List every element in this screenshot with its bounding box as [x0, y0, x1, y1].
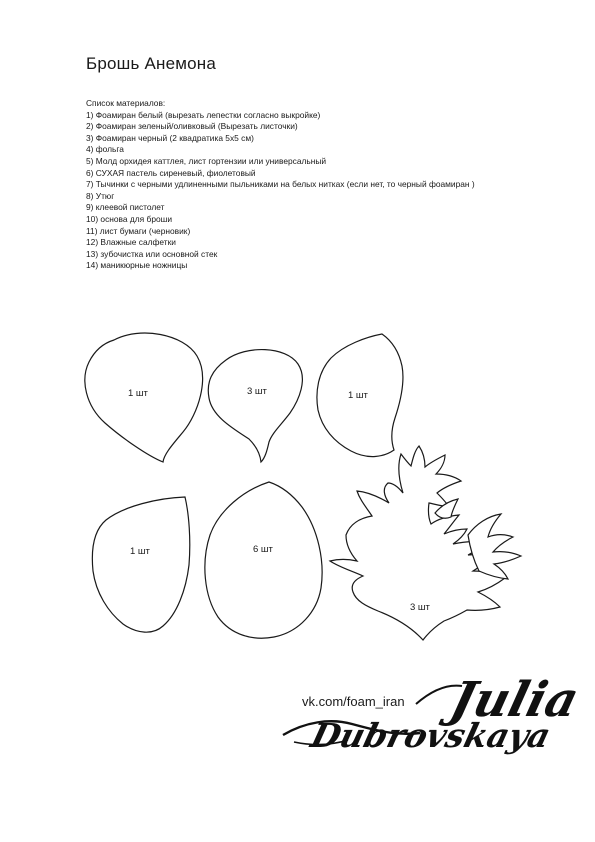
material-item: 7) Тычинки с черными удлиненными пыльниками на белых нитках (если нет, то черный фоамиран ): [86, 179, 475, 190]
signature-first-name: Julia: [445, 672, 585, 728]
petal-quantity-label: 1 шт: [128, 388, 148, 399]
material-item: 6) СУХАЯ пастель сиреневый, фиолетовый: [86, 167, 256, 178]
material-item: 12) Влажные салфетки: [86, 237, 176, 248]
petal-quantity-label: 1 шт: [130, 546, 150, 557]
petal-template-3: [317, 334, 403, 457]
petal-template-4: [92, 497, 189, 632]
signature-last-name: Dubrovskaya: [307, 716, 555, 755]
vk-link[interactable]: vk.com/foam_iran: [302, 694, 405, 709]
petal-quantity-label: 6 шт: [253, 544, 273, 555]
material-item: 8) Утюг: [86, 190, 115, 201]
material-item: 14) маникюрные ножницы: [86, 260, 188, 271]
materials-heading: Список материалов:: [86, 98, 166, 108]
petal-quantity-label: 3 шт: [247, 386, 267, 397]
material-item: 13) зубочистка или основной стек: [86, 248, 218, 259]
material-item: 5) Молд орхидея каттлея, лист гортензии или универсальный: [86, 155, 327, 166]
petal-quantity-label: 1 шт: [348, 390, 368, 401]
leaf-template: [330, 446, 521, 640]
material-item: 3) Фоамиран черный (2 квадратика 5х5 см): [86, 132, 254, 143]
leaf-quantity-label: 3 шт: [410, 602, 430, 613]
material-item: 10) основа для броши: [86, 213, 173, 224]
material-item: 4) фольга: [86, 144, 124, 155]
petal-template-5: [205, 482, 322, 638]
page-title: Брошь Анемона: [86, 54, 217, 73]
material-item: 11) лист бумаги (черновик): [86, 225, 191, 236]
petal-template-2: [208, 350, 302, 462]
material-item: 9) клеевой пистолет: [86, 202, 165, 213]
petal-template-1: [85, 333, 203, 462]
material-item: 1) Фоамиран белый (вырезать лепестки согласно выкройке): [86, 109, 321, 120]
material-item: 2) Фоамиран зеленый/оливковый (Вырезать листочки): [86, 121, 298, 132]
